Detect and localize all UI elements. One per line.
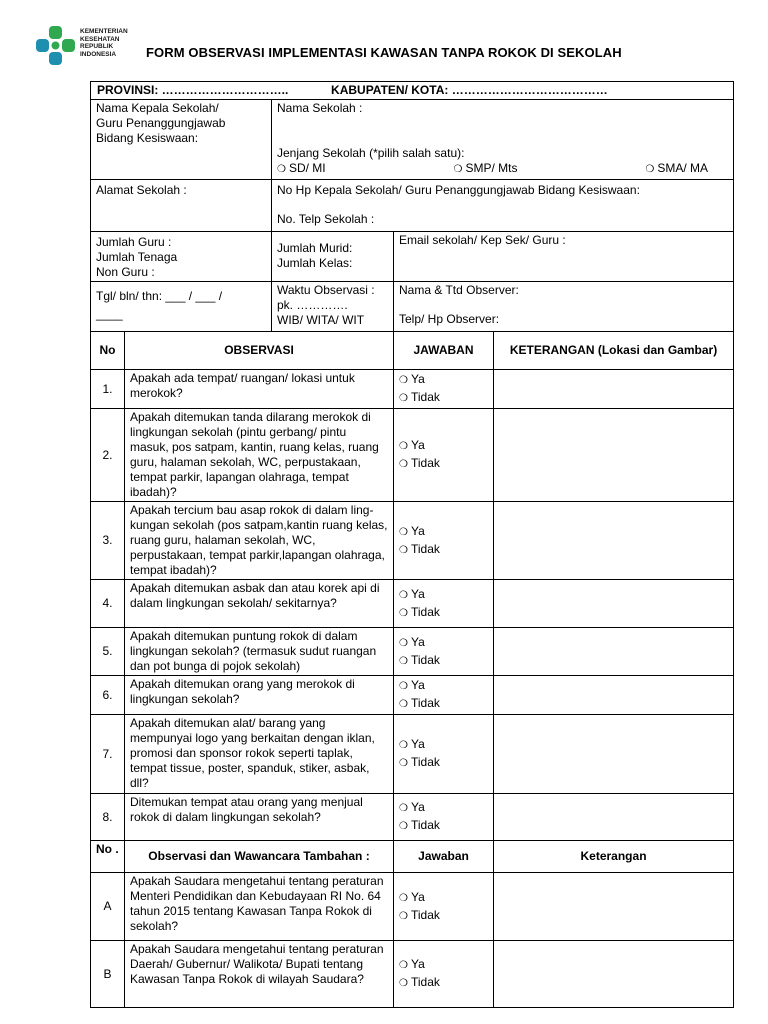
answer-ya-option[interactable]: ❍ Ya — [399, 678, 425, 692]
observation-form-table — [90, 81, 734, 1008]
answer-ya-option[interactable]: ❍ Ya — [399, 438, 425, 452]
observer-phone-field[interactable]: Telp/ Hp Observer: — [399, 312, 500, 326]
question-text: Apakah ditemukan orang yang merokok di lingkungan sekolah? — [125, 676, 394, 715]
answer-tidak-option[interactable]: ❍ Tidak — [399, 755, 440, 769]
table-row — [91, 409, 734, 502]
row-number: 7. — [91, 715, 125, 794]
col-header-observasi: OBSERVASI — [125, 332, 394, 370]
jenjang-label: Jenjang Sekolah (*pilih salah satu): — [277, 146, 465, 160]
answer-tidak-option[interactable]: ❍ Tidak — [399, 696, 440, 710]
extra-col-header-observasi: Observasi dan Wawancara Tambahan : — [125, 841, 394, 873]
answer-ya-option[interactable]: ❍ Ya — [399, 372, 425, 386]
row-letter: B — [91, 941, 125, 1008]
answer-cell — [394, 628, 494, 676]
keterangan-field[interactable] — [494, 628, 734, 676]
answer-ya-option[interactable]: ❍ Ya — [399, 737, 425, 751]
question-text: Apakah ditemukan alat/ barang yang mempunyai logo yang berkaitan dengan iklan, promosi dan sponsor rokok seperti taplak, tempat tissue, poster, spanduk, stiker, asbak, dll? — [125, 715, 394, 794]
answer-cell — [394, 370, 494, 409]
table-row — [91, 580, 734, 628]
observer-cell — [394, 282, 734, 332]
nohp-kepala-field[interactable]: No Hp Kepala Sekolah/ Guru Penanggungjawab Bidang Kesiswaan: — [277, 183, 640, 197]
answer-ya-option[interactable]: ❍ Ya — [399, 800, 425, 814]
extra-col-header-no: No . — [91, 841, 125, 873]
question-text: Apakah ditemukan tanda dilarang merokok di lingkungan sekolah (pintu gerbang/ pintu masuk, pos satpam, kantin, ruang kelas, ruang guru, halaman sekolah, WC, perpustakaan, tempat parkir, lapangan olahraga, tempat ibadah)? — [125, 409, 394, 502]
extra-col-header-jawaban: Jawaban — [394, 841, 494, 873]
form-title: FORM OBSERVASI IMPLEMENTASI KAWASAN TANPA ROKOK DI SEKOLAH — [146, 45, 622, 60]
question-text: Apakah Saudara mengetahui tentang peraturan Daerah/ Gubernur/ Walikota/ Bupati tentang Kawasan Tanpa Rokok di wilayah Saudara? — [125, 941, 394, 1008]
answer-tidak-option[interactable]: ❍ Tidak — [399, 652, 440, 667]
keterangan-field[interactable] — [494, 409, 734, 502]
answer-tidak-option[interactable]: ❍ Tidak — [399, 541, 440, 556]
col-header-no: No — [91, 332, 125, 370]
row-number: 8. — [91, 794, 125, 841]
keterangan-field[interactable] — [494, 794, 734, 841]
answer-tidak-option[interactable]: ❍ Tidak — [399, 390, 440, 404]
alamat-sekolah-field[interactable]: Alamat Sekolah : — [91, 180, 272, 232]
answer-ya-option[interactable]: ❍ Ya — [399, 586, 425, 601]
table-row — [91, 502, 734, 580]
jumlah-murid-field[interactable]: Jumlah Murid: — [277, 241, 353, 255]
provinsi-field[interactable]: PROVINSI: ………………………….. — [97, 83, 289, 97]
answer-cell — [394, 502, 494, 580]
row-number: 4. — [91, 580, 125, 628]
jenjang-option-sd[interactable]: ❍ SD/ MI — [277, 161, 326, 175]
question-text: Apakah tercium bau asap rokok di dalam ling-kungan sekolah (pos satpam,kantin ruang kelas, ruang guru, halaman sekolah, WC, perpustakaan, tempat parkir,lapangan olahraga, tempat ibadah)? — [125, 502, 394, 580]
table-row — [91, 794, 734, 841]
jumlah-murid-cell — [272, 232, 394, 282]
table-row — [91, 628, 734, 676]
answer-tidak-option[interactable]: ❍ Tidak — [399, 975, 440, 989]
answer-ya-option[interactable]: ❍ Ya — [399, 889, 425, 904]
notelp-sekolah-field[interactable]: No. Telp Sekolah : — [277, 212, 375, 226]
logo-text: KEMENTERIAN KESEHATAN REPUBLIK INDONESIA — [80, 28, 128, 58]
answer-tidak-option[interactable]: ❍ Tidak — [399, 907, 440, 922]
keterangan-field[interactable] — [494, 873, 734, 941]
jenjang-option-smp[interactable]: ❍ SMP/ Mts — [453, 161, 518, 175]
answer-cell — [394, 676, 494, 715]
jumlah-kelas-field[interactable]: Jumlah Kelas: — [277, 256, 353, 270]
nama-sekolah-field[interactable]: Nama Sekolah : — [277, 101, 363, 115]
question-text: Apakah ada tempat/ ruangan/ lokasi untuk merokok? — [125, 370, 394, 409]
extra-col-header-keterangan: Keterangan — [494, 841, 734, 873]
answer-cell — [394, 873, 494, 941]
col-header-keterangan: KETERANGAN (Lokasi dan Gambar) — [494, 332, 734, 370]
table-row — [91, 715, 734, 794]
keterangan-field[interactable] — [494, 715, 734, 794]
row-letter: A — [91, 873, 125, 941]
question-text: Apakah ditemukan puntung rokok di dalam lingkungan sekolah? (termasuk sudut ruangan dan pot bunga di pojok sekolah) — [125, 628, 394, 676]
answer-tidak-option[interactable]: ❍ Tidak — [399, 604, 440, 619]
answer-ya-option[interactable]: ❍ Ya — [399, 634, 425, 649]
header-row — [91, 82, 734, 100]
jenjang-option-sma[interactable]: ❍ SMA/ MA — [645, 161, 709, 175]
table-row — [91, 370, 734, 409]
row-number: 3. — [91, 502, 125, 580]
keterangan-field[interactable] — [494, 580, 734, 628]
row-number: 5. — [91, 628, 125, 676]
nama-sekolah-cell — [272, 100, 734, 180]
kontak-cell — [272, 180, 734, 232]
table-row — [91, 676, 734, 715]
keterangan-field[interactable] — [494, 370, 734, 409]
answer-ya-option[interactable]: ❍ Ya — [399, 957, 425, 971]
answer-cell — [394, 715, 494, 794]
email-field[interactable]: Email sekolah/ Kep Sek/ Guru : — [394, 232, 734, 282]
question-text: Apakah ditemukan asbak dan atau korek api di dalam lingkungan sekolah/ sekitarnya? — [125, 580, 394, 628]
jumlah-guru-field[interactable]: Jumlah Guru : Jumlah Tenaga Non Guru : — [91, 232, 272, 282]
tanggal-field[interactable]: Tgl/ bln/ thn: ___ / ___ / ____ — [91, 282, 272, 332]
keterangan-field[interactable] — [494, 676, 734, 715]
waktu-observasi-field[interactable]: Waktu Observasi : pk. …………. WIB/ WITA/ WIT — [272, 282, 394, 332]
answer-cell — [394, 941, 494, 1008]
answer-tidak-option[interactable]: ❍ Tidak — [399, 456, 440, 470]
question-text: Apakah Saudara mengetahui tentang peraturan Menteri Pendidikan dan Kebudayaan RI No. 64 tahun 2015 tentang Kawasan Tanpa Rokok di sekolah? — [125, 873, 394, 941]
row-number: 2. — [91, 409, 125, 502]
row-number: 6. — [91, 676, 125, 715]
answer-cell — [394, 580, 494, 628]
kemenkes-logo — [34, 24, 138, 68]
col-header-jawaban: JAWABAN — [394, 332, 494, 370]
answer-ya-option[interactable]: ❍ Ya — [399, 523, 425, 538]
keterangan-field[interactable] — [494, 502, 734, 580]
kepala-sekolah-field[interactable]: Nama Kepala Sekolah/ Guru Penanggungjawab Bidang Kesiswaan: — [91, 100, 272, 180]
answer-cell — [394, 794, 494, 841]
keterangan-field[interactable] — [494, 941, 734, 1008]
table-row — [91, 941, 734, 1008]
table-row — [91, 873, 734, 941]
kemenkes-logo-mark-icon — [34, 24, 78, 68]
answer-tidak-option[interactable]: ❍ Tidak — [399, 818, 440, 832]
observer-name-field[interactable]: Nama & Ttd Observer: — [399, 283, 519, 297]
question-text: Ditemukan tempat atau orang yang menjual rokok di dalam lingkungan sekolah? — [125, 794, 394, 841]
answer-cell — [394, 409, 494, 502]
row-number: 1. — [91, 370, 125, 409]
kabupaten-field[interactable]: KABUPATEN/ KOTA: ………………………………… — [331, 83, 608, 97]
